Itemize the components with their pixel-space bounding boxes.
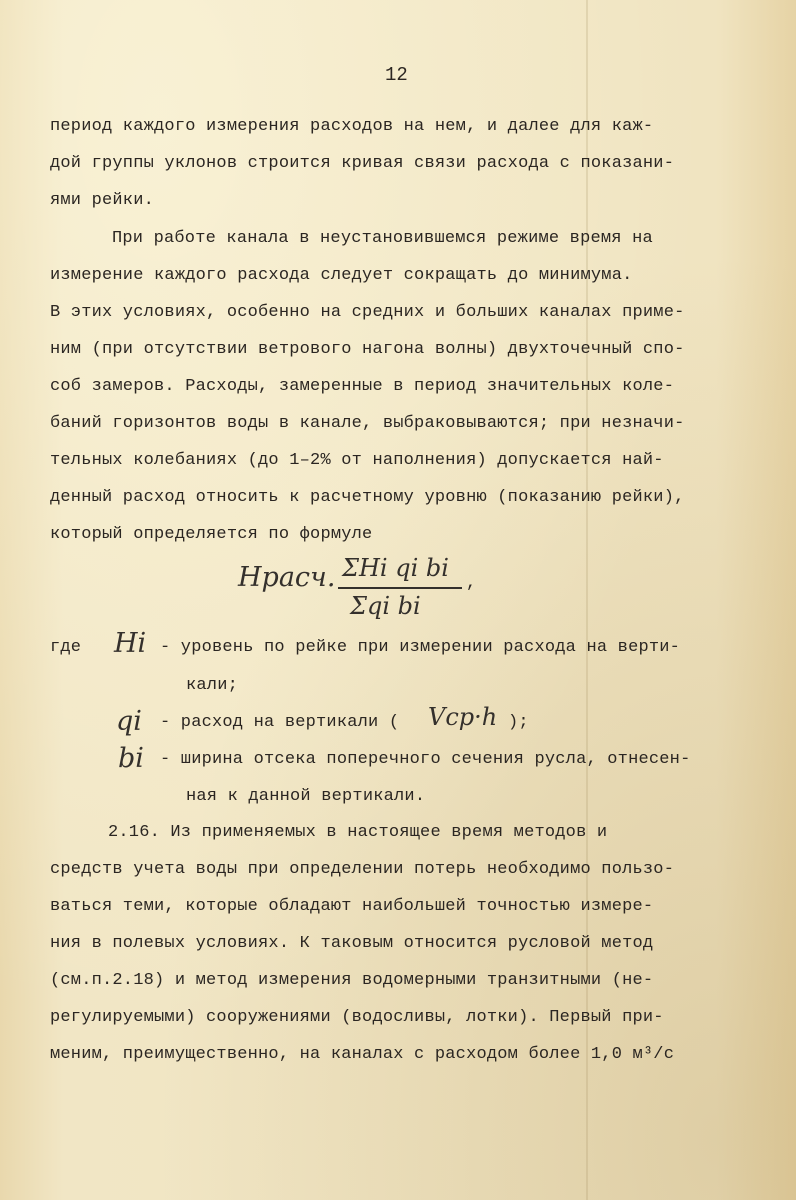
text-line: В этих условиях, особенно на средних и больших каналах приме- <box>50 303 685 322</box>
text-line: дой группы уклонов строится кривая связи расхода с показани- <box>50 154 675 173</box>
formula-denominator: Σqi bi <box>350 592 421 620</box>
text-line: средств учета воды при определении потерь необходимо пользо- <box>50 860 675 879</box>
formula-trailing-comma: , <box>466 574 477 593</box>
text-line: денный расход относить к расчетному уровню (показанию рейки), <box>50 488 685 507</box>
symbol-hi: Hi <box>114 628 147 659</box>
text-line: который определяется по формуле <box>50 525 373 544</box>
text-line: баний горизонтов воды в канале, выбраковываются; при незначи- <box>50 414 685 433</box>
definition-h: - уровень по рейке при измерении расхода на верти- <box>160 638 681 657</box>
fraction-bar <box>338 587 462 589</box>
formula-lhs: Hрасч. <box>238 562 336 593</box>
symbol-bi: bi <box>118 743 144 774</box>
text-line: ями рейки. <box>50 191 155 210</box>
definition-b-continued: ная к данной вертикали. <box>186 787 426 806</box>
text-line: регулируемыми) сооружениями (водосливы, лотки). Первый при- <box>50 1008 664 1027</box>
definition-b: - ширина отсека поперечного сечения русла, отнесен- <box>160 750 691 769</box>
page-number: 12 <box>385 64 408 86</box>
text-line: соб замеров. Расходы, замеренные в период значительных коле- <box>50 377 675 396</box>
formula-vcp-h: Vср·h <box>428 703 498 731</box>
text-line: меним, преимущественно, на каналах с расходом более 1,0 м³/с <box>50 1045 675 1064</box>
where-label: где <box>50 638 82 657</box>
text-line: ваться теми, которые обладают наибольшей точностью измере- <box>50 897 654 916</box>
formula-numerator: ΣHi qi bi <box>342 554 449 582</box>
text-line: ния в полевых условиях. К таковым относится русловой метод <box>50 934 654 953</box>
text-line: тельных колебаниях (до 1–2% от наполнения) допускается най- <box>50 451 664 470</box>
symbol-qi: qi <box>116 706 142 737</box>
definition-q: - расход на вертикали ( <box>160 713 400 732</box>
text-line: При работе канала в неустановившемся режиме время на <box>112 229 653 248</box>
definition-h-continued: кали; <box>186 676 239 695</box>
definition-q-close: ); <box>508 713 529 732</box>
text-line: измерение каждого расхода следует сокращать до минимума. <box>50 266 633 285</box>
text-line: ним (при отсутствии ветрового нагона волны) двухточечный спо- <box>50 340 685 359</box>
text-line: период каждого измерения расходов на нем, и далее для каж- <box>50 117 654 136</box>
text-line: (см.п.2.18) и метод измерения водомерными транзитными (не- <box>50 971 654 990</box>
text-line: 2.16. Из применяемых в настоящее время методов и <box>108 823 608 842</box>
